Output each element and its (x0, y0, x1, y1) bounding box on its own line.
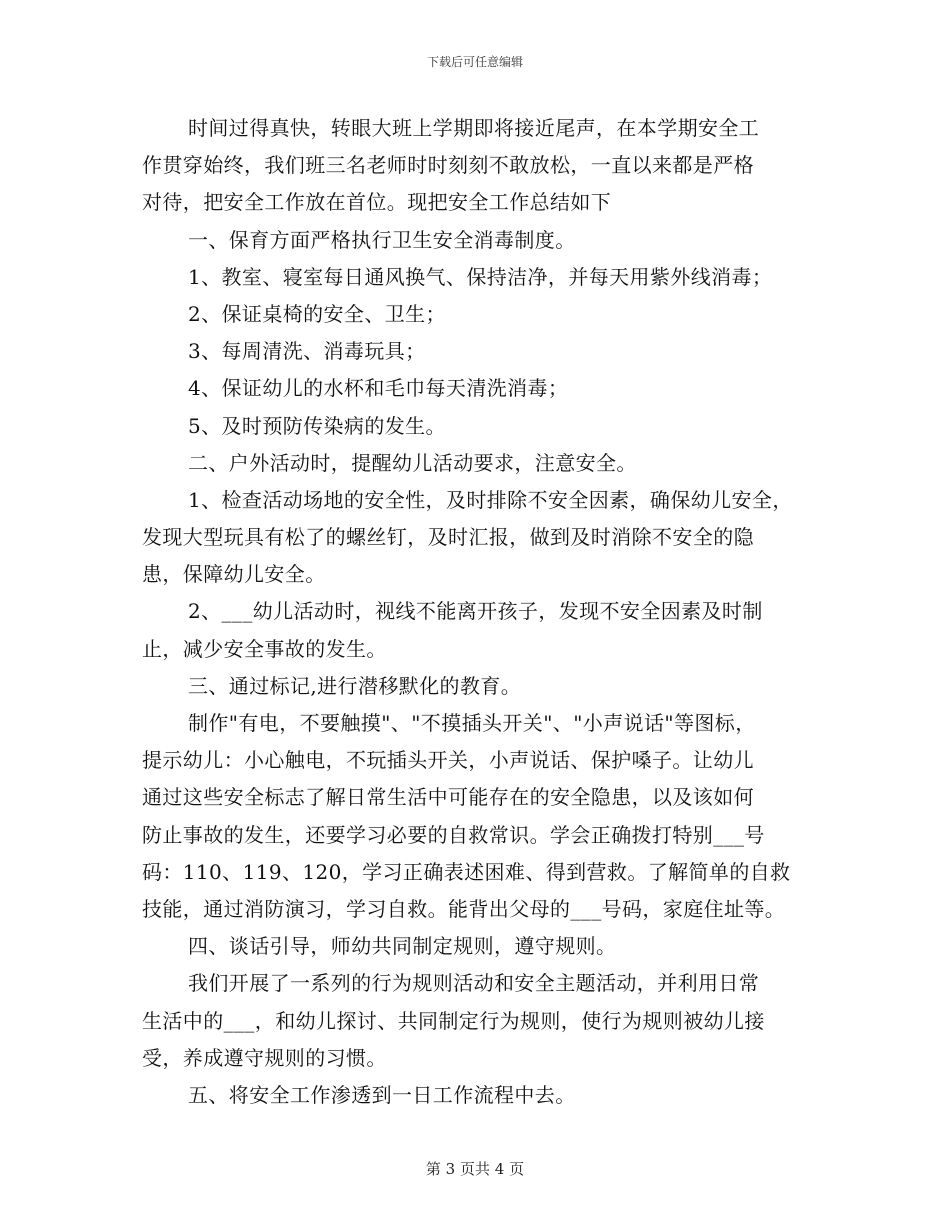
list-item: 5、及时预防传染病的发生。 (188, 413, 446, 438)
text-line: 时间过得真快，转眼大班上学期即将接近尾声，在本学期安全工 (188, 116, 760, 140)
section-heading: 一、保育方面严格执行卫生安全消毒制度。 (188, 227, 576, 252)
text-line: 技能，通过消防演习，学习自救。能背出父母的___号码，家庭住址等。 (142, 896, 786, 921)
document-body (142, 110, 832, 1114)
text-line: 防止事故的发生，还要学习必要的自救常识。学会正确拨打特别___号 (142, 822, 765, 847)
list-item: 2、___幼儿活动时，视线不能离开孩子，发现不安全因素及时制 (188, 599, 763, 624)
list-item: 2、保证桌椅的安全、卫生； (188, 301, 446, 326)
text-line: 对待，把安全工作放在首位。现把安全工作总结如下 (142, 190, 612, 215)
text-line: 生活中的___，和幼儿探讨、共同制定行为规则，使行为规则被幼儿接 (142, 1008, 765, 1033)
section-heading: 二、户外活动时，提醒幼儿活动要求，注意安全。 (188, 450, 637, 475)
text-line: 提示幼儿：小心触电，不玩插头开关，小声说话、保护嗓子。让幼儿 (142, 748, 754, 773)
list-item: 4、保证幼儿的水杯和毛巾每天清洗消毒； (188, 376, 569, 401)
text-line: 受，养成遵守规则的习惯。 (142, 1045, 387, 1070)
page-header: 下载后可任意编辑 (426, 55, 523, 69)
list-item: 3、每周清洗、消毒玩具； (188, 339, 426, 364)
page-number: 第 3 页共 4 页 (425, 1160, 525, 1178)
list-item: 1、教室、寝室每日通风换气、保持洁净，并每天用紫外线消毒； (188, 264, 773, 289)
section-heading: 五、将安全工作渗透到一日工作流程中去。 (188, 1082, 576, 1107)
text-line: 作贯穿始终，我们班三名老师时时刻刻不敢放松，一直以来都是严格 (142, 153, 754, 178)
text-line: 制作"有电，不要触摸"、"不摸插头开关"、"小声说话"等图标， (188, 711, 756, 735)
section-heading: 三、通过标记,进行潜移默化的教育。 (188, 673, 522, 698)
text-line: 发现大型玩具有松了的螺丝钉，及时汇报，做到及时消除不安全的隐 (142, 525, 754, 550)
section-heading: 四、谈话引导，师幼共同制定规则，遵守规则。 (188, 934, 617, 959)
text-line: 码：110、119、120，学习正确表述困难、得到营救。了解简单的自救 (142, 859, 791, 884)
text-line: 止，减少安全事故的发生。 (142, 636, 387, 661)
text-line: 通过这些安全标志了解日常生活中可能存在的安全隐患，以及该如何 (142, 785, 754, 810)
text-line: 患，保障幼儿安全。 (142, 562, 326, 587)
text-line: 我们开展了一系列的行为规则活动和安全主题活动，并利用日常 (188, 971, 760, 996)
list-item: 1、检查活动场地的安全性，及时排除不安全因素，确保幼儿安全， (188, 487, 793, 512)
